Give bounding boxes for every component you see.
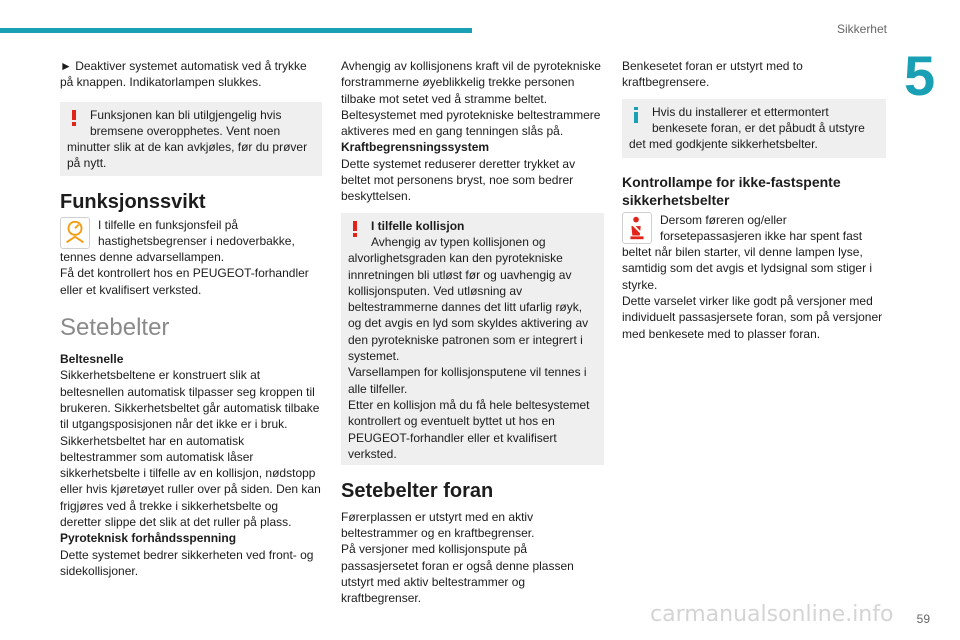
paragraph: Dette systemet reduserer deretter trykket av beltet mot personens bryst, noe som bedrer beskyttelsen. — [341, 156, 576, 204]
malfunction-text: Få det kontrollert hos en PEUGEOT-forhandler eller et kvalifisert verksted. — [60, 266, 309, 297]
malfunction-text: tennes denne advarsellampen. — [60, 250, 225, 265]
warning-text: Funksjonen kan bli utilgjengelig hvis — [90, 107, 282, 122]
warning-box — [341, 213, 604, 465]
heading-setebelter: Setebelter — [60, 314, 170, 342]
column-1 — [60, 58, 322, 579]
heading-setebelter-foran: Setebelter foran — [341, 479, 494, 502]
column-2 — [341, 58, 604, 606]
malfunction-text: I tilfelle en funksjonsfeil på — [98, 217, 239, 232]
warning-text: Varsellampen for kollisjonsputene vil tennes i alle tilfeller. — [348, 365, 587, 396]
info-text: Hvis du installerer et ettermontert — [652, 104, 829, 119]
paragraph: ► Deaktiver systemet automatisk ved å trykke på knappen. Indikatorlampen slukkes. — [60, 59, 307, 90]
heading-funksjonssvikt: Funksjonssvikt — [60, 190, 206, 213]
paragraph: Sikkerhetsbeltene er konstruert slik at beltesnellen automatisk tilpasser seg kroppen til brukeren. Sikkerhetsbeltet går automatisk tilbake til utgangsposisjonen når det ikke er i bruk. — [60, 368, 320, 432]
warning-text: minutter slik at de kan avkjøles, før du prøver på nytt. — [67, 140, 308, 171]
seatbelt-text: Dette varselet virker like godt på versjoner med individuelt passasjersete foran, som på versjoner med benkesete med to plasser foran. — [622, 294, 883, 341]
malfunction-block — [60, 217, 322, 298]
seatbelt-warning-block — [622, 212, 886, 342]
warning-text: bremsene overopphetes. Vent noen — [90, 123, 281, 138]
chapter-number: 5 — [904, 44, 936, 107]
section-title: Sikkerhet — [836, 22, 887, 36]
info-box — [622, 99, 886, 158]
warning-title: I tilfelle kollisjon — [371, 218, 465, 233]
seatbelt-text: forsetepassasjeren ikke har spent fast — [660, 228, 863, 243]
info-icon — [630, 107, 642, 123]
warning-text: Etter en kollisjon må du få hele beltesystemet kontrollert og eventuelt byttet ut hos en PEUGEOT-forhandler eller et kvalifisert verksted. — [348, 397, 590, 461]
speed-limiter-warning-icon — [60, 217, 90, 249]
warning-text: alvorlighetsgraden kan den pyrotekniske innretningen bli utløst før og uavhengig av kollisjonsputen. Ved utløsning av beltestrammerne dannes det litt ufarlig røyk, og det avgis en lyd som skyldes aktivering av den pyrotekniske patronen som er integrert i systemet. — [348, 251, 589, 364]
chapter-tab — [888, 26, 960, 118]
warning-icon — [68, 110, 80, 126]
watermark: carmanualsonline.info — [650, 602, 894, 627]
paragraph: Benkesetet foran er utstyrt med to kraftbegrensere. — [622, 59, 803, 90]
header-accent-bar — [0, 28, 472, 33]
seatbelt-warning-icon — [622, 212, 652, 244]
heading-kontrollampe: Kontrollampe for ikke-fastspente sikkerhetsbelter — [622, 173, 841, 208]
paragraph: På versjoner med kollisjonspute på passasjersetet foran er også denne plassen utstyrt med aktiv beltestrammer og kraftbegrenser. — [341, 542, 574, 606]
paragraph: Dette systemet bedrer sikkerheten ved front- og sidekollisjoner. — [60, 547, 314, 578]
warning-box — [60, 102, 322, 176]
paragraph: Førerplassen er utstyrt med en aktiv beltestrammer og en kraftbegrenser. — [341, 509, 535, 540]
info-text: det med godkjente sikkerhetsbelter. — [629, 137, 818, 152]
page-number: 59 — [916, 612, 930, 626]
malfunction-text: hastighetsbegrenser i nedoverbakke, — [98, 233, 295, 248]
info-text: benkesete foran, er det påbudt å utstyre — [652, 120, 865, 135]
subheading-kraftbegrensning: Kraftbegrensningssystem — [341, 140, 490, 155]
paragraph: Sikkerhetsbeltet har en automatisk beltestrammer som automatisk låser sikkerhetsbelte i tilfelle av en kollisjon, nødstopp eller hvis kjøretøyet ruller over på siden. Den kan frigjøres ved å trekke i sikkerhetsbelte og deretter slippe det slik at det ruller på plass. — [60, 433, 321, 530]
subheading-pyro: Pyroteknisk forhåndsspenning — [60, 531, 237, 546]
seatbelt-text: beltet når bilen starter, vil denne lampen lyse, samtidig som det avgis et lydsignal som stiger i styrke. — [622, 245, 873, 292]
column-3 — [622, 58, 886, 342]
seatbelt-text: Dersom føreren og/eller — [660, 212, 787, 227]
paragraph: Avhengig av kollisjonens kraft vil de pyrotekniske forstrammerne øyeblikkelig trekke personen tilbake mot setet ved å stramme beltet. — [341, 59, 601, 106]
subheading-beltesnelle: Beltesnelle — [60, 352, 124, 367]
warning-icon — [349, 221, 361, 237]
paragraph: Beltesystemet med pyrotekniske beltestrammere aktiveres med en gang tenningen slås på. — [341, 107, 601, 139]
warning-text: Avhengig av typen kollisjonen og — [371, 234, 546, 249]
